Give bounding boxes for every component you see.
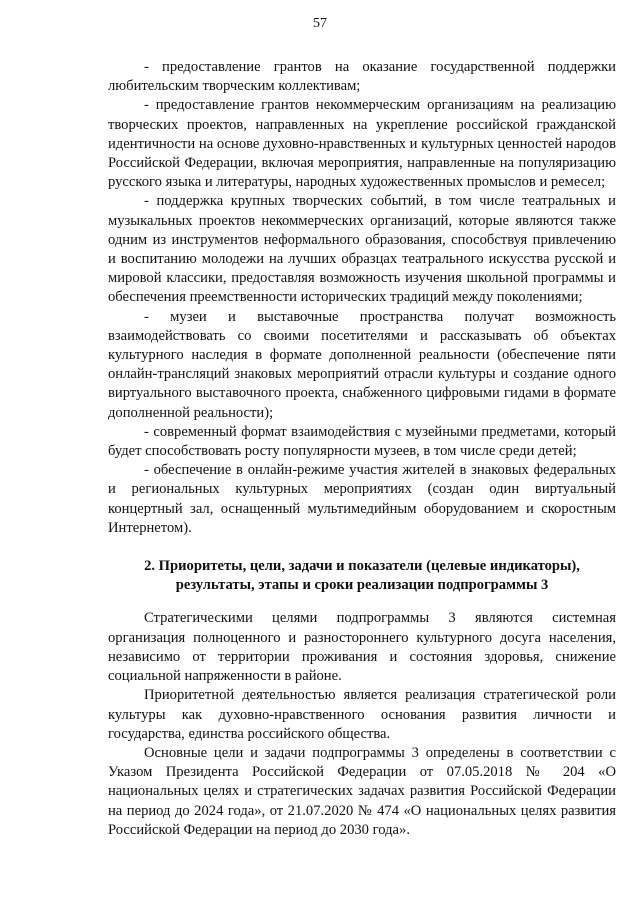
bullet-item: - современный формат взаимодействия с музейными предметами, который будет способствовать росту популярности музеев, в том числе среди детей; xyxy=(108,423,616,460)
bullet-item: - поддержка крупных творческих событий, в том числе театральных и музыкальных проектов некоммерческих организаций, которые являются также одним из инструментов неформального образования, способствуя привлечению и воспитанию молодежи на лучших образцах театрального искусства русской и мировой классики, предоставляя возможность изучения школьной программы и обеспечения преемственности исторических традиций между поколениями; xyxy=(108,193,616,306)
section-paragraph: Приоритетной деятельностью является реализация стратегической роли культуры как духовно-нравственного основания развития личности и государства, единства российского общества. xyxy=(108,687,616,742)
section-heading-line: 2. Приоритеты, цели, задачи и показатели (целевые индикаторы), xyxy=(144,558,580,575)
bullet-item: - музеи и выставочные пространства получат возможность взаимодействовать со своими посетителями и рассказывать об объектах культурного наследия в формате дополненной реальности (обеспечение пяти онлайн-трансляций знаковых мероприятий отрасли культуры и создание одного виртуального выставочного проекта, снабженного цифровыми гидами в формате дополненной реальности); xyxy=(108,308,616,421)
page-number: 57 xyxy=(313,16,327,31)
section-paragraph: Стратегическими целями подпрограммы 3 являются системная организация полноценного и разностороннего культурного досуга населения, независимо от территории проживания и состояния здоровья, снижение социальной напряженности в районе. xyxy=(108,610,616,685)
bullet-item: - предоставление грантов некоммерческим организациям на реализацию творческих проектов, направленных на укрепление российской гражданской идентичности на основе духовно-нравственных и культурных ценностей народов Российской Федерации, включая мероприятия, направленные на популяризацию русского языка и литературы, народных художественных промыслов и ремесел; xyxy=(108,97,616,191)
section-heading xyxy=(108,557,616,595)
page-body xyxy=(108,58,616,840)
section-paragraph: Основные цели и задачи подпрограммы 3 определены в соответствии с Указом Президента Российской Федерации от 07.05.2018 № 204 «О национальных целях и стратегических задачах развития Российской Федерации на период до 2024 года», от 21.07.2020 № 474 «О национальных целях развития Российской Федерации на период до 2030 года». xyxy=(108,744,616,838)
section-heading-line: результаты, этапы и сроки реализации подпрограммы 3 xyxy=(175,577,549,594)
bullet-item: - предоставление грантов на оказание государственной поддержки любительским творческим коллективам; xyxy=(108,59,616,95)
bullet-item: - обеспечение в онлайн-режиме участия жителей в знаковых федеральных и региональных культурных мероприятиях (создан один виртуальный концертный зал, оснащенный мультимедийным оборудованием и скоростным Интернетом). xyxy=(108,462,616,536)
